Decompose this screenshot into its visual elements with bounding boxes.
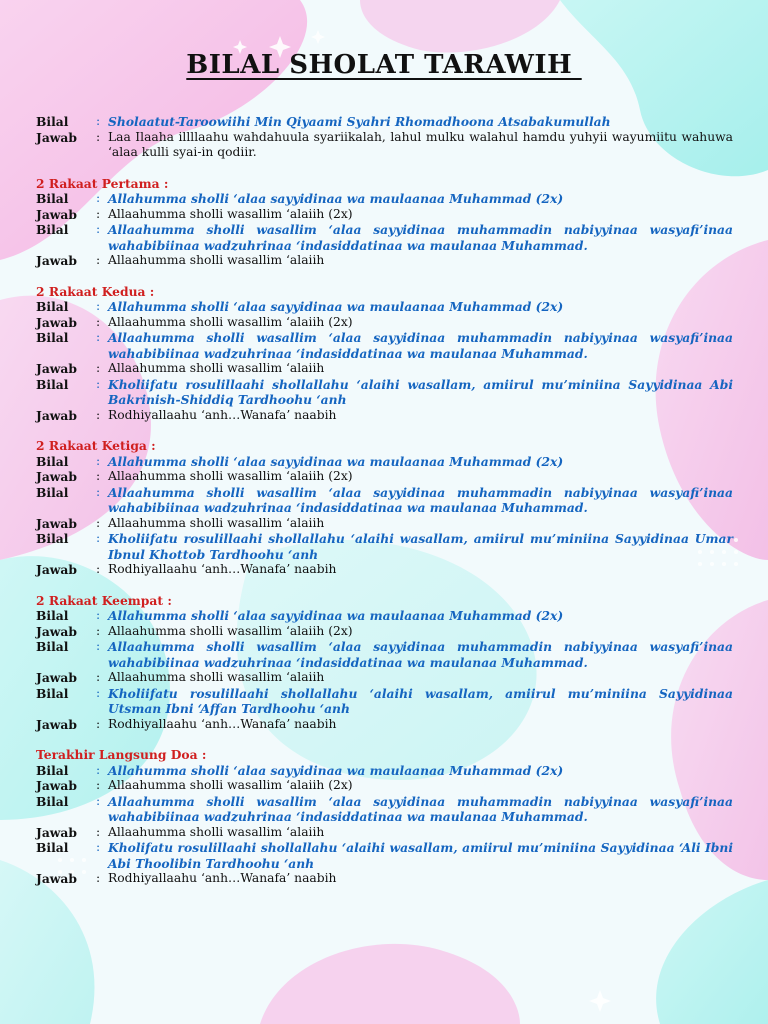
speaker-label: Jawab <box>36 361 77 376</box>
speaker-label: Bilal <box>36 762 69 778</box>
dialog-row <box>36 516 733 532</box>
colon: : <box>96 206 101 221</box>
section-heading: 2 Rakaat Kedua : <box>36 283 155 299</box>
colon: : <box>96 824 101 839</box>
dialog-row <box>36 531 733 562</box>
speaker-label: Jawab <box>36 778 77 793</box>
bilal-text: Allahumma sholli ‘alaa sayyidinaa wa maulaanaa Muhammad (2x) <box>108 453 564 469</box>
colon: : <box>96 361 101 375</box>
dialog-row <box>36 361 733 377</box>
dialog-row <box>36 408 733 424</box>
jawab-text: Allaahumma sholli wasallim ‘alaiih (2x) <box>108 314 353 329</box>
colon: : <box>96 191 101 205</box>
dialog-row <box>36 130 733 161</box>
jawab-text: Allaahumma sholli wasallim ‘alaiih (2x) <box>108 206 353 221</box>
section-block <box>36 593 733 733</box>
speaker-label: Jawab <box>36 253 77 268</box>
dialog-row <box>36 871 733 887</box>
colon: : <box>96 716 101 731</box>
section-block <box>36 747 733 887</box>
colon: : <box>96 253 101 267</box>
bilal-text: Kholiifatu rosulillaahi shollallahu ‘alaihi wasallam, amiirul mu’miniina Sayyidinaa Utsman Ibni ‘Affan Tardhoohu ‘anh <box>108 685 733 716</box>
speaker-label: Bilal <box>36 484 69 500</box>
dialog-row <box>36 299 733 315</box>
speaker-label: Jawab <box>36 716 77 732</box>
section-heading: 2 Rakaat Pertama : <box>36 175 169 191</box>
bilal-text: Allaahumma sholli wasallim ‘alaa sayyidinaa muhammadin nabiyyinaa wasyafi’inaa wahabibiinaa wadzuhrinaa ‘indasiddatinaa wa maulanaa Muhammad. <box>108 222 733 253</box>
dialog-row <box>36 825 733 841</box>
dialog-row <box>36 840 733 871</box>
colon: : <box>96 685 101 700</box>
jawab-text: Allaahumma sholli wasallim ‘alaiih (2x) <box>108 623 353 638</box>
colon: : <box>96 762 101 777</box>
speaker-label: Bilal <box>36 330 69 345</box>
dialog-row <box>36 222 733 253</box>
speaker-label: Bilal <box>36 639 69 654</box>
dialog-row <box>36 377 733 408</box>
jawab-text: Allaahumma sholli wasallim ‘alaiih <box>108 515 325 530</box>
speaker-label: Jawab <box>36 515 77 531</box>
bilal-text: Allahumma sholli ‘alaa sayyidinaa wa maulaanaa Muhammad (2x) <box>108 762 564 778</box>
colon: : <box>96 778 101 792</box>
colon: : <box>96 793 101 808</box>
speaker-label: Bilal <box>36 531 69 546</box>
colon: : <box>96 407 101 422</box>
dialog-row <box>36 315 733 331</box>
bilal-text: Allahumma sholli ‘alaa sayyidinaa wa maulaanaa Muhammad (2x) <box>108 608 564 623</box>
jawab-text: Allaahumma sholli wasallim ‘alaiih <box>108 361 325 375</box>
speaker-label: Jawab <box>36 871 77 886</box>
speaker-label: Bilal <box>36 114 69 129</box>
speaker-label: Bilal <box>36 191 69 206</box>
dialog-row <box>36 794 733 825</box>
dialog-row <box>36 778 733 794</box>
speaker-label: Jawab <box>36 670 77 685</box>
speaker-label: Jawab <box>36 469 77 484</box>
colon: : <box>96 840 101 854</box>
jawab-text: Laa Ilaaha illllaahu wahdahuula syariikalah, lahul mulku walahul hamdu yuhyii wayumiitu wahuwa ‘alaa kulli syai-in qodiir. <box>108 129 733 159</box>
dialog-row <box>36 253 733 269</box>
bilal-text: Allaahumma sholli wasallim ‘alaa sayyidinaa muhammadin nabiyyinaa wasyafi’inaa wahabibiinaa wadzuhrinaa ‘indasiddatinaa wa maulanaa Muhammad. <box>108 639 733 670</box>
speaker-label: Bilal <box>36 222 69 237</box>
dialog-row <box>36 670 733 686</box>
jawab-text: Allaahumma sholli wasallim ‘alaiih (2x) <box>108 778 353 792</box>
colon: : <box>96 531 101 545</box>
colon: : <box>96 639 101 653</box>
jawab-text: Allaahumma sholli wasallim ‘alaiih <box>108 824 325 839</box>
colon: : <box>96 623 101 638</box>
bilal-text: Allaahumma sholli wasallim ‘alaa sayyidinaa muhammadin nabiyyinaa wasyafi’inaa wahabibiinaa wadzuhrinaa ‘indasiddatinaa wa maulanaa Muhammad. <box>108 793 733 824</box>
section-block <box>36 438 733 578</box>
speaker-label: Jawab <box>36 407 77 423</box>
colon: : <box>96 376 101 391</box>
intro-block <box>36 114 733 161</box>
speaker-label: Jawab <box>36 824 77 840</box>
speaker-label: Bilal <box>36 376 69 392</box>
bilal-text: Allahumma sholli ‘alaa sayyidinaa wa maulaanaa Muhammad (2x) <box>108 191 564 206</box>
jawab-text: Allaahumma sholli wasallim ‘alaiih <box>108 670 325 684</box>
speaker-label: Bilal <box>36 299 69 314</box>
colon: : <box>96 299 101 313</box>
speaker-label: Jawab <box>36 206 77 222</box>
dialog-row <box>36 686 733 717</box>
page-title: BILAL SHOLAT TARAWIH <box>186 50 582 80</box>
dialog-row <box>36 763 733 779</box>
document-content <box>36 114 733 887</box>
bilal-text: Allahumma sholli ‘alaa sayyidinaa wa maulaanaa Muhammad (2x) <box>108 299 564 314</box>
speaker-label: Jawab <box>36 623 77 639</box>
section-heading: 2 Rakaat Ketiga : <box>36 438 156 453</box>
speaker-label: Jawab <box>36 129 77 145</box>
speaker-label: Bilal <box>36 840 69 855</box>
dialog-row <box>36 608 733 624</box>
colon: : <box>96 608 101 622</box>
speaker-label: Bilal <box>36 453 69 469</box>
dialog-row <box>36 485 733 516</box>
dialog-row <box>36 717 733 733</box>
bilal-text: Kholiifatu rosulillaahi shollallahu ‘alaihi wasallam, amiirul mu’miniina Sayyidinaa Umar Ibnul Khottob Tardhoohu ‘anh <box>108 531 733 562</box>
dialog-row <box>36 330 733 361</box>
colon: : <box>96 222 101 236</box>
colon: : <box>96 670 101 684</box>
colon: : <box>96 129 101 144</box>
colon: : <box>96 453 101 468</box>
dialog-row <box>36 114 733 130</box>
jawab-text: Rodhiyallaahu ‘anh…Wanafa’ naabih <box>108 871 337 885</box>
dialog-row <box>36 454 733 470</box>
colon: : <box>96 469 101 483</box>
jawab-text: Rodhiyallaahu ‘anh…Wanafa’ naabih <box>108 562 337 576</box>
colon: : <box>96 871 101 885</box>
dialog-row <box>36 469 733 485</box>
colon: : <box>96 314 101 329</box>
bilal-text: Allaahumma sholli wasallim ‘alaa sayyidinaa muhammadin nabiyyinaa wasyafi’inaa wahabibiinaa wadzuhrinaa ‘indasiddatinaa wa maulanaa Muhammad. <box>108 484 733 515</box>
speaker-label: Bilal <box>36 608 69 623</box>
bilal-text: Sholaatut-Taroowiihi Min Qiyaami Syahri Rhomadhoona Atsabakumullah <box>108 114 611 129</box>
speaker-label: Bilal <box>36 793 69 809</box>
speaker-label: Bilal <box>36 685 69 701</box>
dialog-row <box>36 562 733 578</box>
sections-container <box>36 176 733 887</box>
colon: : <box>96 562 101 576</box>
section-heading: Terakhir Langsung Doa : <box>36 747 207 762</box>
speaker-label: Jawab <box>36 314 77 330</box>
jawab-text: Rodhiyallaahu ‘anh…Wanafa’ naabih <box>108 716 337 731</box>
section-heading: 2 Rakaat Keempat : <box>36 592 172 608</box>
section-block <box>36 176 733 269</box>
colon: : <box>96 114 101 128</box>
dialog-row <box>36 624 733 640</box>
dialog-row <box>36 639 733 670</box>
dialog-row <box>36 207 733 223</box>
bilal-text: Allaahumma sholli wasallim ‘alaa sayyidinaa muhammadin nabiyyinaa wasyafi’inaa wahabibiinaa wadzuhrinaa ‘indasiddatinaa wa maulanaa Muhammad. <box>108 330 733 361</box>
colon: : <box>96 330 101 344</box>
dialog-row <box>36 191 733 207</box>
colon: : <box>96 484 101 499</box>
jawab-text: Allaahumma sholli wasallim ‘alaiih (2x) <box>108 469 353 483</box>
speaker-label: Jawab <box>36 562 77 577</box>
bilal-text: Kholiifatu rosulillaahi shollallahu ‘alaihi wasallam, amiirul mu’miniina Sayyidinaa Abi Bakrinish-Shiddiq Tardhoohu ‘anh <box>108 376 733 407</box>
section-block <box>36 284 733 424</box>
jawab-text: Allaahumma sholli wasallim ‘alaiih <box>108 253 325 267</box>
jawab-text: Rodhiyallaahu ‘anh…Wanafa’ naabih <box>108 407 337 422</box>
bilal-text: Kholifatu rosulillaahi shollallahu ‘alaihi wasallam, amiirul mu’miniina Sayyidinaa ‘Ali Ibni Abi Thoolibin Tardhoohu ‘anh <box>108 840 733 871</box>
colon: : <box>96 515 101 530</box>
